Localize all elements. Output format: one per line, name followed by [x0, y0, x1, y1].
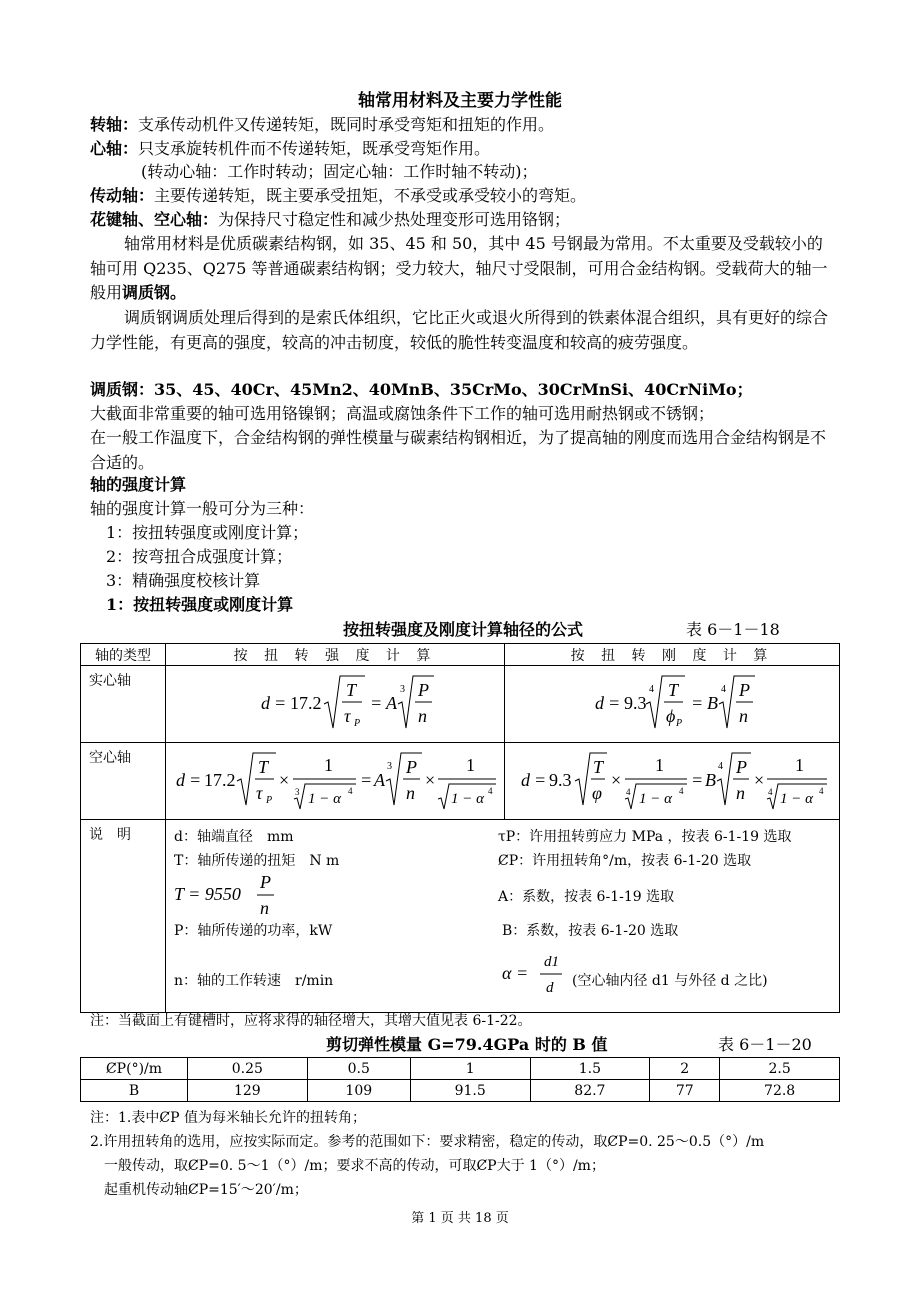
def-text: (转动心轴：工作时转动；固定心轴：工作时轴不转动)；	[141, 162, 538, 181]
page-title: 轴常用材料及主要力学性能	[358, 91, 562, 111]
formula-symbol: 17.2	[290, 693, 322, 713]
large-section-note: 大截面非常重要的轴可选用铬镍钢；高温或腐蚀条件下工作的轴可选用耐热钢或不锈钢；	[90, 404, 715, 423]
solid-strength-formula	[166, 666, 505, 743]
def-spindle	[90, 138, 490, 160]
formula-symbol: 1 − α	[639, 791, 672, 807]
formula-symbol: A	[374, 770, 385, 790]
formula-symbol: A	[386, 693, 397, 713]
def-term: 传动轴：	[90, 186, 155, 205]
note-n: n：轴的工作转速 r/min	[174, 973, 334, 989]
b-value-table	[80, 1057, 840, 1102]
table-cell: 109	[307, 1080, 410, 1102]
formula-symbol: P	[406, 757, 417, 777]
def-text: 为保持尺寸稳定性和减少热处理变形可选用铬钢；	[218, 210, 571, 229]
formula-symbol: α =	[502, 963, 529, 983]
formula-symbol: n	[406, 783, 415, 803]
table-note: 起重机传动轴ȻP=15′～20′/m；	[104, 1182, 308, 1198]
formula-symbol: n	[736, 783, 745, 803]
formula-symbol: ×	[754, 770, 765, 790]
def-text: 只支承旋转机件而不传递转矩，既承受弯矩作用。	[138, 139, 491, 158]
formula-symbol: 3	[387, 761, 392, 772]
formula-symbol: 4	[626, 787, 631, 797]
formula-graphic	[505, 743, 839, 815]
table-cell: 0.5	[307, 1058, 410, 1080]
formula-symbol: ×	[611, 770, 622, 790]
def-spline-shaft	[90, 209, 570, 231]
modulus-note: 在一般工作温度下，合金结构钢的弹性模量与碳素结构钢相近，为了提高轴的刚度而选用合金结构钢是不合适的。	[90, 428, 827, 472]
def-rotating-shaft	[90, 114, 554, 136]
def-term: 心轴：	[90, 139, 139, 158]
formula-symbol: ×	[279, 770, 290, 790]
formula-symbol: 1 − α	[780, 791, 813, 807]
formula-graphic	[166, 743, 504, 815]
row-solid-label: 实心轴	[81, 666, 166, 743]
note-d: d：轴端直径 mm	[174, 829, 294, 845]
formula-symbol: τ	[344, 706, 351, 726]
formula-symbol: T	[593, 757, 604, 777]
formula-symbol: =	[691, 770, 704, 790]
table-cell: 91.5	[410, 1080, 530, 1102]
formula-symbol: d	[546, 980, 554, 996]
formula-table	[80, 643, 840, 1013]
note-T: T：轴所传递的扭矩 N m	[174, 853, 340, 869]
row-hollow-label: 空心轴	[81, 743, 166, 820]
row-label-b: B	[81, 1080, 188, 1102]
formula-symbol: T	[258, 757, 269, 777]
formula-symbol: 4	[679, 786, 684, 796]
table-note: 2.许用扭转角的选用，应按实际而定。参考的范围如下：要求精密，稳定的传动，取ȻP=0. 25～0.5（°）/m	[90, 1134, 765, 1150]
header-stiffness: 按 扭 转 刚 度 计 算	[505, 644, 840, 666]
formula-symbol: =	[608, 693, 621, 713]
def-text: 支承传动机件又传递转矩，既同时承受弯矩和扭矩的作用。	[138, 115, 555, 134]
formula-symbol: 4	[718, 761, 723, 772]
formula-symbol: =	[370, 693, 383, 713]
formula-symbol: 4	[488, 786, 493, 796]
formula-symbol: 1 − α	[308, 791, 341, 807]
formula-symbol: 4	[768, 787, 773, 797]
table2-caption: 剪切弹性模量 G=79.4GPa 时的 B 值	[326, 1035, 608, 1054]
formula-symbol: d	[176, 770, 185, 790]
table-cell: 1.5	[530, 1058, 650, 1080]
formula-symbol: d	[521, 770, 530, 790]
hollow-stiffness-formula	[505, 743, 840, 820]
header-strength: 按 扭 转 强 度 计 算	[166, 644, 505, 666]
formula-symbol: =	[691, 693, 704, 713]
table1-number: 表 6－1－18	[686, 620, 780, 639]
formula-symbol: =	[189, 770, 202, 790]
formula-symbol: B	[707, 693, 718, 713]
note-P: P：轴所传递的功率，kW	[174, 923, 333, 939]
table-cell: 129	[188, 1080, 308, 1102]
formula-symbol: d	[261, 693, 270, 713]
formula-symbol: P	[739, 680, 750, 700]
formula-symbol: 4	[348, 786, 353, 796]
def-transmission-shaft	[90, 185, 586, 207]
table2-number: 表 6－1－20	[718, 1035, 812, 1054]
formula-symbol: P	[354, 718, 361, 729]
note-tau: τP：许用扭转剪应力 MPa ，按表 6-1-19 选取	[498, 829, 792, 845]
table-cell: 0.25	[188, 1058, 308, 1080]
strength-heading: 轴的强度计算	[90, 475, 187, 494]
note-B: B：系数，按表 6-1-20 选取	[502, 923, 679, 939]
note-alpha: (空心轴内径 d1 与外径 d 之比)	[572, 973, 768, 989]
formula-symbol: 1	[655, 755, 664, 775]
row-label-phi: ȻP(°)/m	[81, 1058, 188, 1080]
formula-symbol: 9.3	[624, 693, 647, 713]
formula-symbol: =	[274, 693, 287, 713]
table-note: 注：1.表中ȻP 值为每米轴长允许的扭转角；	[90, 1110, 366, 1126]
strength-intro: 轴的强度计算一般可分为三种：	[90, 499, 315, 518]
formula-symbol: P	[266, 795, 273, 806]
quenched-paragraph: 调质钢调质处理后得到的是索氏体组织，它比正火或退火所得到的铁素体混合组织，具有更好的综合力学性能，有更高的强度，较高的冲击韧度，较低的脆性转变温度和较高的疲劳强度。	[90, 308, 829, 352]
torque-formula	[174, 868, 294, 918]
method-item: 2：按弯扭合成强度计算；	[106, 547, 293, 566]
formula-graphic	[166, 666, 504, 738]
header-shaft-type: 轴的类型	[81, 644, 166, 666]
note-A: A：系数，按表 6-1-19 选取	[498, 889, 675, 905]
table-note: 一般传动，取ȻP=0. 5～1（°）/m；要求不高的传动，可取ȻP大于 1（°）/m；	[104, 1158, 605, 1174]
method-item: 1：按扭转强度或刚度计算；	[106, 523, 309, 542]
formula-symbol: 3	[400, 684, 405, 695]
row-note-label: 说 明	[81, 820, 166, 1013]
notes-cell	[166, 820, 840, 1013]
formula-symbol: B	[705, 770, 716, 790]
def-spindle-note	[141, 161, 538, 183]
formula-symbol: 9.3	[549, 770, 572, 790]
formula-symbol: d1	[544, 954, 559, 970]
formula-symbol: 1	[324, 755, 333, 775]
formula-symbol: T	[668, 680, 679, 700]
note-phi: ȻP：许用扭转角°/m，按表 6-1-20 选取	[498, 853, 752, 869]
alpha-formula	[502, 948, 570, 998]
materials-text: 轴常用材料是优质碳素结构钢，如 35、45 和 50，其中 45 号钢最为常用。不太重要及受载较小的轴可用 Q235、Q275 等普通碳素结构钢；受力较大，轴尺寸受限制，可用合金结构钢。受载荷大的轴一般用	[90, 234, 828, 302]
formula-symbol: 1	[466, 755, 475, 775]
formula-symbol: 4	[649, 684, 654, 695]
formula-symbol: P	[736, 757, 747, 777]
formula-symbol: =	[360, 770, 373, 790]
formula-symbol: 4	[819, 786, 824, 796]
method-item: 3：精确强度校核计算	[106, 571, 261, 590]
formula-symbol: 1	[795, 755, 804, 775]
formula-symbol: n	[260, 898, 269, 918]
table-cell: 2	[650, 1058, 720, 1080]
formula-symbol: ϕ	[666, 706, 676, 726]
formula-symbol: 17.2	[204, 770, 236, 790]
formula-symbol: 1 − α	[451, 791, 484, 807]
formula-symbol: T = 9550	[174, 884, 241, 904]
formula-symbol: P	[418, 680, 429, 700]
formula-symbol: 3	[295, 787, 300, 797]
sub-heading: 1：按扭转强度或刚度计算	[106, 595, 294, 614]
def-term: 花键轴、空心轴：	[90, 210, 219, 229]
formula-symbol: =	[534, 770, 547, 790]
formula-symbol: ×	[425, 770, 436, 790]
formula-symbol: P	[676, 718, 683, 729]
formula-symbol: d	[595, 693, 604, 713]
formula-symbol: τ	[256, 783, 263, 803]
formula-symbol: T	[346, 680, 357, 700]
def-term: 转轴：	[90, 115, 139, 134]
hollow-strength-formula	[166, 743, 505, 820]
formula-graphic	[505, 666, 839, 738]
formula-symbol: 4	[721, 684, 726, 695]
solid-stiffness-formula	[505, 666, 840, 743]
keyway-note: 注：当截面上有键槽时，应将求得的轴径增大，其增大值见表 6-1-22。	[90, 1013, 532, 1029]
quenched-steels-list: 调质钢：35、45、40Cr、45Mn2、40MnB、35CrMo、30CrMnSi、40CrNiMo；	[90, 380, 753, 399]
table-cell: 72.8	[720, 1080, 840, 1102]
formula-symbol: P	[260, 872, 271, 892]
table1-caption: 按扭转强度及刚度计算轴径的公式	[343, 620, 584, 639]
def-text: 主要传递转矩，既主要承受扭矩，不承受或承受较小的弯矩。	[154, 186, 587, 205]
formula-symbol: φ	[592, 783, 602, 803]
page-footer: 第 1 页 共 18 页	[411, 1211, 509, 1226]
formula-symbol: n	[418, 706, 427, 726]
table-cell: 2.5	[720, 1058, 840, 1080]
table-cell: 1	[410, 1058, 530, 1080]
materials-bold: 调质钢。	[122, 283, 187, 302]
table-cell: 82.7	[530, 1080, 650, 1102]
formula-symbol: n	[739, 706, 748, 726]
table-cell: 77	[650, 1080, 720, 1102]
materials-paragraph	[90, 232, 836, 306]
